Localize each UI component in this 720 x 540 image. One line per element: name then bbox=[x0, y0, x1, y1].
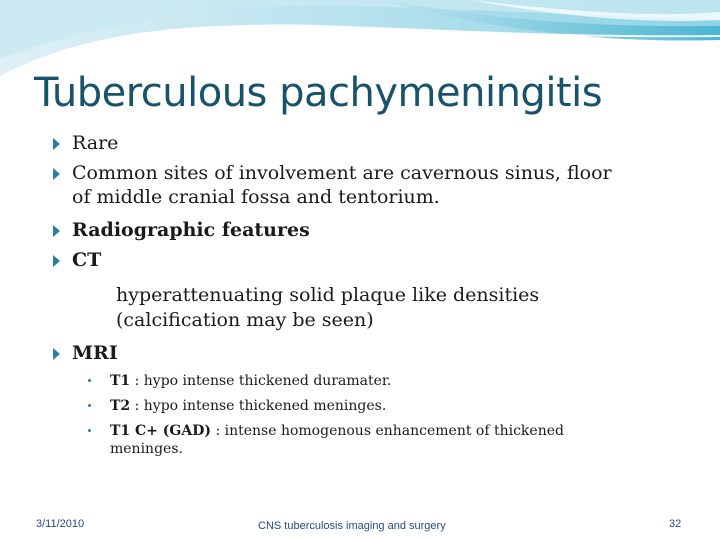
mri-item-label: T1 bbox=[110, 373, 131, 389]
bullet-text: MRI bbox=[72, 342, 118, 364]
bullet-common-sites bbox=[55, 161, 612, 209]
bullet-ct bbox=[55, 248, 101, 272]
bullet-arrow-icon bbox=[53, 255, 60, 267]
bullet-text: Radiographic features bbox=[72, 219, 310, 241]
mri-item-text: : hypo intense thickened duramater. bbox=[130, 373, 392, 389]
mri-item-label: T2 bbox=[110, 398, 131, 414]
footer-date: 3/11/2010 bbox=[36, 518, 85, 530]
slide-title: Tuberculous pachymeningitis bbox=[34, 70, 603, 116]
footer-title: CNS tuberculosis imaging and surgery bbox=[258, 520, 446, 532]
bullet-arrow-icon bbox=[53, 225, 60, 237]
mri-item-text: : hypo intense thickened meninges. bbox=[130, 398, 387, 414]
ct-detail-line2: (calcification may be seen) bbox=[116, 309, 374, 331]
mri-item-text-line2: meninges. bbox=[110, 441, 183, 457]
bullet-arrow-icon bbox=[53, 138, 60, 150]
mri-item-t2 bbox=[88, 397, 386, 415]
bullet-text-line1: Common sites of involvement are cavernous sinus, floor bbox=[72, 162, 612, 184]
bullet-arrow-icon bbox=[53, 168, 60, 180]
ct-detail-line1: hyperattenuating solid plaque like densities bbox=[116, 284, 540, 306]
mri-item-label: T1 C+ (GAD) bbox=[110, 423, 211, 439]
bullet-radiographic-features bbox=[55, 218, 310, 242]
mri-item-t1-gad bbox=[88, 422, 564, 458]
bullet-text-line2: of middle cranial fossa and tentorium. bbox=[72, 186, 440, 208]
sub-bullet-dot-icon bbox=[88, 429, 91, 432]
sub-bullet-dot-icon bbox=[88, 404, 91, 407]
mri-item-text: : intense homogenous enhancement of thickened bbox=[211, 423, 564, 439]
footer-page-number: 32 bbox=[669, 518, 682, 530]
bullet-arrow-icon bbox=[53, 348, 60, 360]
bullet-text: Rare bbox=[72, 132, 119, 154]
bullet-rare bbox=[55, 131, 118, 155]
bullet-text: CT bbox=[72, 249, 102, 271]
bullet-mri bbox=[55, 341, 118, 365]
ct-detail bbox=[116, 283, 539, 333]
mri-item-t1 bbox=[88, 372, 392, 390]
sub-bullet-dot-icon bbox=[88, 379, 91, 382]
